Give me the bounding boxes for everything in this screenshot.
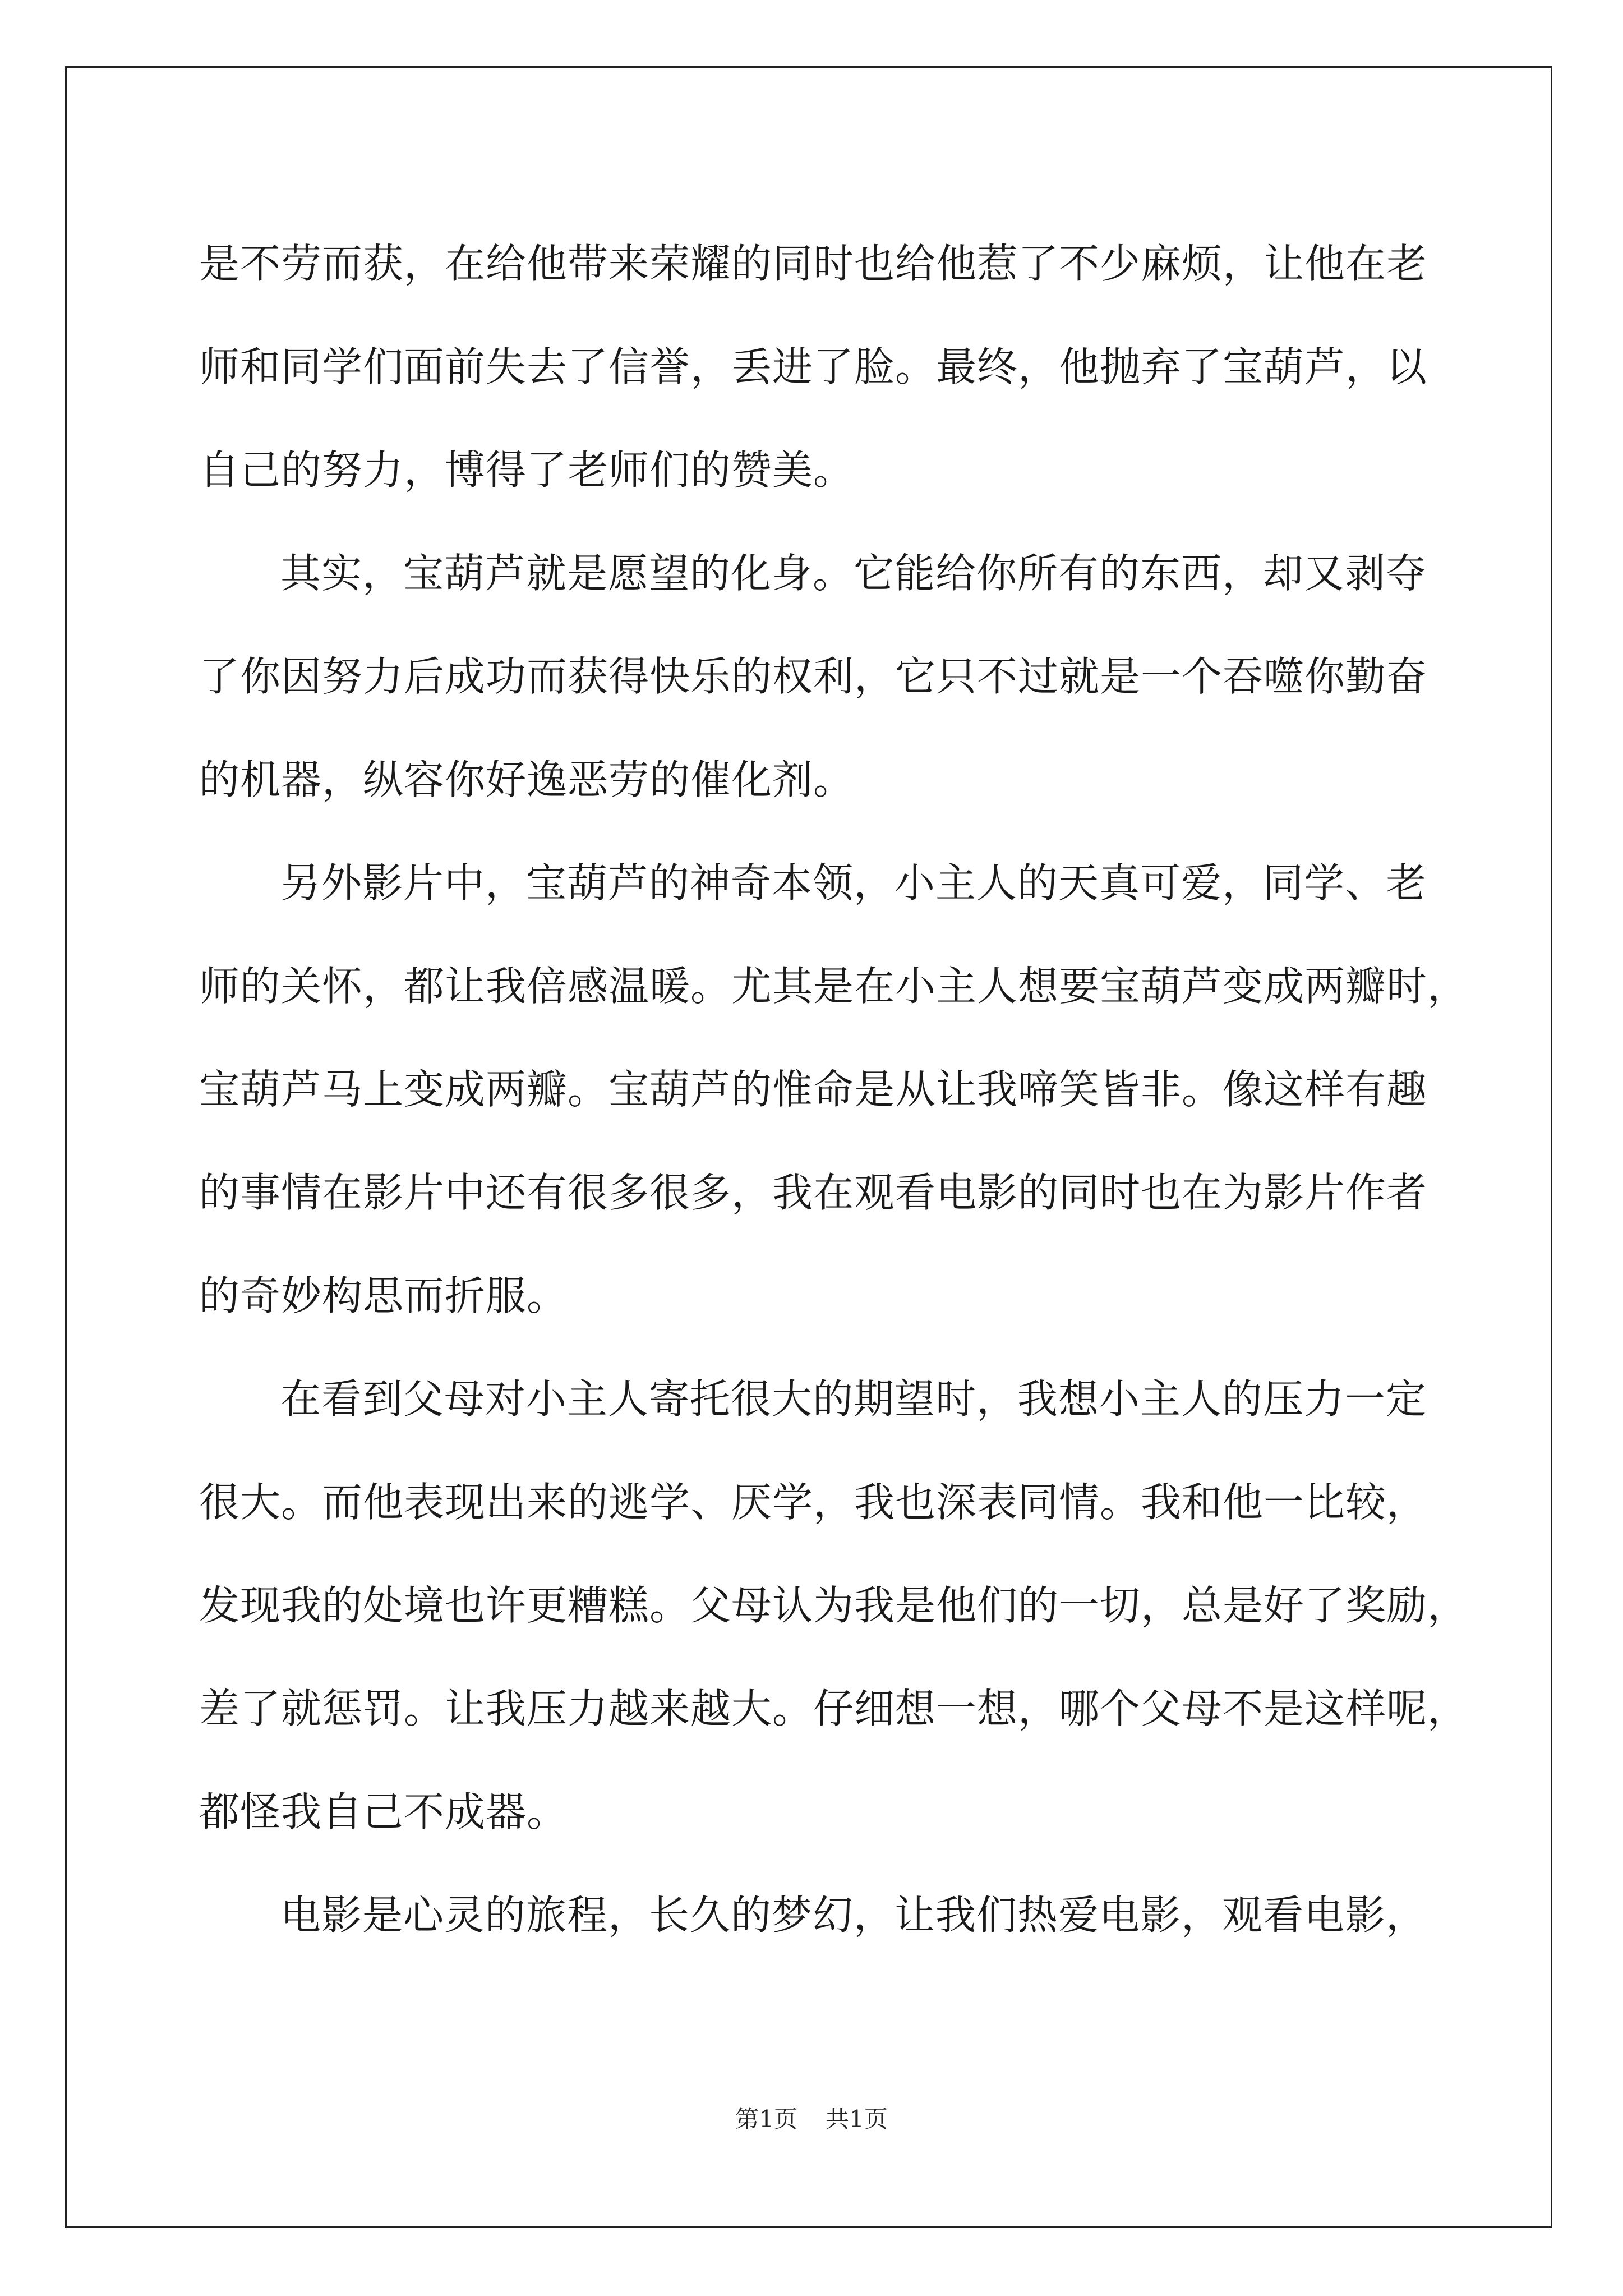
paragraph-start-line: 另外影片中，宝葫芦的神奇本领，小主人的天真可爱，同学、老: [280, 859, 1427, 907]
text-line: 自己的努力，博得了老师们的赞美。: [199, 447, 855, 494]
text-line: 都怪我自己不成器。: [199, 1788, 568, 1835]
paragraph-start-line: 其实，宝葫芦就是愿望的化身。它能给你所有的东西，却又剥夺: [280, 550, 1427, 597]
page-number: 第1页: [735, 2105, 797, 2133]
text-line: 发现我的处境也许更糟糕。父母认为我是他们的一切，总是好了奖励，: [199, 1582, 1469, 1629]
page-total: 共1页: [826, 2105, 888, 2133]
text-line: 宝葫芦马上变成两瓣。宝葫芦的惟命是从让我啼笑皆非。像这样有趣: [199, 1066, 1428, 1113]
text-line: 是不劳而获，在给他带来荣耀的同时也给他惹了不少麻烦，让他在老: [199, 240, 1428, 287]
text-line: 了你因努力后成功而获得快乐的权利，它只不过就是一个吞噬你勤奋: [199, 653, 1428, 700]
text-line: 的奇妙构思而折服。: [199, 1272, 568, 1319]
text-line: 的机器，纵容你好逸恶劳的催化剂。: [199, 756, 855, 803]
text-line: 差了就惩罚。让我压力越来越大。仔细想一想，哪个父母不是这样呢，: [199, 1685, 1469, 1732]
document-body: [199, 212, 1469, 1967]
text-line: 师的关怀，都让我倍感温暖。尤其是在小主人想要宝葫芦变成两瓣时，: [199, 963, 1469, 1010]
paragraph-start-line: 在看到父母对小主人寄托很大的期望时，我想小主人的压力一定: [280, 1375, 1427, 1423]
text-line: 师和同学们面前失去了信誉，丢进了脸。最终，他抛弃了宝葫芦，以: [199, 343, 1428, 390]
text-line: 的事情在影片中还有很多很多，我在观看电影的同时也在为影片作者: [199, 1169, 1428, 1216]
paragraph-start-line: 电影是心灵的旅程，长久的梦幻，让我们热爱电影，观看电影，: [280, 1892, 1427, 1939]
text-line: 很大。而他表现出来的逃学、厌学，我也深表同情。我和他一比较，: [199, 1479, 1428, 1526]
page-footer: [0, 2101, 1623, 2134]
